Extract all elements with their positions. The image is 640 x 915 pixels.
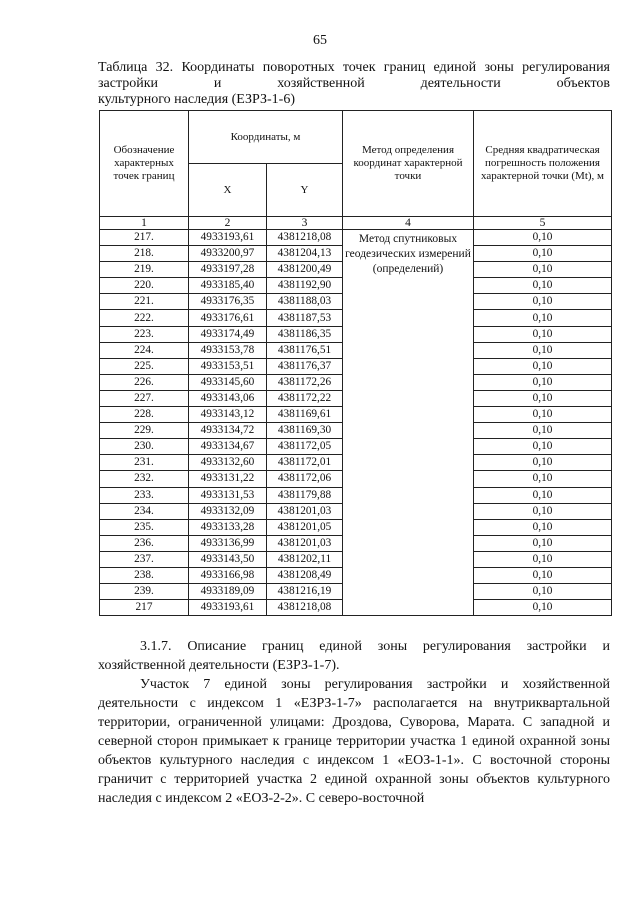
table-body <box>100 230 612 616</box>
column-numbers-row <box>100 217 612 230</box>
header-point: Обозначение характерных точек границ <box>100 111 189 217</box>
col-number: 1 <box>100 217 189 230</box>
point-id-cell: 237. <box>100 551 189 567</box>
y-coordinate-cell: 4381176,37 <box>267 358 343 374</box>
point-id-cell: 239. <box>100 584 189 600</box>
point-id-cell: 226. <box>100 374 189 390</box>
y-coordinate-cell: 4381204,13 <box>267 246 343 262</box>
y-coordinate-cell: 4381188,03 <box>267 294 343 310</box>
x-coordinate-cell: 4933185,40 <box>189 278 267 294</box>
point-id-cell: 230. <box>100 439 189 455</box>
y-coordinate-cell: 4381218,08 <box>267 230 343 246</box>
error-cell: 0,10 <box>474 439 612 455</box>
x-coordinate-cell: 4933193,61 <box>189 230 267 246</box>
y-coordinate-cell: 4381201,03 <box>267 535 343 551</box>
x-coordinate-cell: 4933189,09 <box>189 584 267 600</box>
header-y: Y <box>267 164 343 217</box>
y-coordinate-cell: 4381201,03 <box>267 503 343 519</box>
y-coordinate-cell: 4381172,06 <box>267 471 343 487</box>
table-caption-last: культурного наследия (ЕЗРЗ-1-6) <box>98 92 295 107</box>
header-coords: Координаты, м <box>189 111 343 164</box>
header-method: Метод определения координат характерной точки <box>343 111 474 217</box>
page-number: 65 <box>313 33 327 48</box>
header-x: X <box>189 164 267 217</box>
error-cell: 0,10 <box>474 407 612 423</box>
x-coordinate-cell: 4933153,51 <box>189 358 267 374</box>
table-caption <box>98 60 610 108</box>
header-error: Средняя квадратическая погрешность положения характерной точки (Mt), м <box>474 111 612 217</box>
error-cell: 0,10 <box>474 584 612 600</box>
x-coordinate-cell: 4933132,09 <box>189 503 267 519</box>
method-cell: Метод спутниковых геодезических измерений (определений) <box>343 230 474 616</box>
point-id-cell: 224. <box>100 342 189 358</box>
y-coordinate-cell: 4381216,19 <box>267 584 343 600</box>
y-coordinate-cell: 4381169,61 <box>267 407 343 423</box>
error-cell: 0,10 <box>474 487 612 503</box>
point-id-cell: 217 <box>100 600 189 616</box>
y-coordinate-cell: 4381201,05 <box>267 519 343 535</box>
x-coordinate-cell: 4933131,22 <box>189 471 267 487</box>
error-cell: 0,10 <box>474 358 612 374</box>
error-cell: 0,10 <box>474 294 612 310</box>
x-coordinate-cell: 4933143,06 <box>189 390 267 406</box>
x-coordinate-cell: 4933134,67 <box>189 439 267 455</box>
x-coordinate-cell: 4933134,72 <box>189 423 267 439</box>
x-coordinate-cell: 4933200,97 <box>189 246 267 262</box>
point-id-cell: 219. <box>100 262 189 278</box>
point-id-cell: 218. <box>100 246 189 262</box>
coordinates-table <box>99 110 612 616</box>
error-cell: 0,10 <box>474 519 612 535</box>
x-coordinate-cell: 4933193,61 <box>189 600 267 616</box>
y-coordinate-cell: 4381200,49 <box>267 262 343 278</box>
point-id-cell: 217. <box>100 230 189 246</box>
point-id-cell: 233. <box>100 487 189 503</box>
y-coordinate-cell: 4381172,01 <box>267 455 343 471</box>
error-cell: 0,10 <box>474 278 612 294</box>
point-id-cell: 231. <box>100 455 189 471</box>
error-cell: 0,10 <box>474 342 612 358</box>
col-number: 5 <box>474 217 612 230</box>
point-id-cell: 222. <box>100 310 189 326</box>
error-cell: 0,10 <box>474 230 612 246</box>
x-coordinate-cell: 4933174,49 <box>189 326 267 342</box>
error-cell: 0,10 <box>474 471 612 487</box>
point-id-cell: 225. <box>100 358 189 374</box>
error-cell: 0,10 <box>474 551 612 567</box>
x-coordinate-cell: 4933176,61 <box>189 310 267 326</box>
y-coordinate-cell: 4381186,35 <box>267 326 343 342</box>
table-caption-main: Таблица 32. Координаты поворотных точек границ единой зоны регулирования застройки и хозяйственной деятельности объектов <box>98 60 610 91</box>
point-id-cell: 235. <box>100 519 189 535</box>
point-id-cell: 220. <box>100 278 189 294</box>
y-coordinate-cell: 4381218,08 <box>267 600 343 616</box>
y-coordinate-cell: 4381187,53 <box>267 310 343 326</box>
y-coordinate-cell: 4381208,49 <box>267 567 343 583</box>
x-coordinate-cell: 4933166,98 <box>189 567 267 583</box>
point-id-cell: 227. <box>100 390 189 406</box>
x-coordinate-cell: 4933197,28 <box>189 262 267 278</box>
col-number: 3 <box>267 217 343 230</box>
y-coordinate-cell: 4381172,26 <box>267 374 343 390</box>
y-coordinate-cell: 4381169,30 <box>267 423 343 439</box>
col-number: 2 <box>189 217 267 230</box>
error-cell: 0,10 <box>474 390 612 406</box>
y-coordinate-cell: 4381176,51 <box>267 342 343 358</box>
error-cell: 0,10 <box>474 600 612 616</box>
y-coordinate-cell: 4381172,22 <box>267 390 343 406</box>
y-coordinate-cell: 4381192,90 <box>267 278 343 294</box>
error-cell: 0,10 <box>474 503 612 519</box>
x-coordinate-cell: 4933143,12 <box>189 407 267 423</box>
point-id-cell: 236. <box>100 535 189 551</box>
table-row <box>100 230 612 246</box>
error-cell: 0,10 <box>474 567 612 583</box>
col-number: 4 <box>343 217 474 230</box>
x-coordinate-cell: 4933176,35 <box>189 294 267 310</box>
error-cell: 0,10 <box>474 374 612 390</box>
point-id-cell: 223. <box>100 326 189 342</box>
x-coordinate-cell: 4933136,99 <box>189 535 267 551</box>
x-coordinate-cell: 4933133,28 <box>189 519 267 535</box>
error-cell: 0,10 <box>474 262 612 278</box>
error-cell: 0,10 <box>474 246 612 262</box>
x-coordinate-cell: 4933153,78 <box>189 342 267 358</box>
error-cell: 0,10 <box>474 326 612 342</box>
error-cell: 0,10 <box>474 310 612 326</box>
y-coordinate-cell: 4381172,05 <box>267 439 343 455</box>
point-id-cell: 221. <box>100 294 189 310</box>
error-cell: 0,10 <box>474 535 612 551</box>
point-id-cell: 232. <box>100 471 189 487</box>
point-id-cell: 228. <box>100 407 189 423</box>
y-coordinate-cell: 4381202,11 <box>267 551 343 567</box>
section-heading: 3.1.7. Описание границ единой зоны регулирования застройки и хозяйственной деятельности (ЕЗРЗ-1-7). <box>98 639 610 673</box>
x-coordinate-cell: 4933143,50 <box>189 551 267 567</box>
x-coordinate-cell: 4933131,53 <box>189 487 267 503</box>
section-paragraph: Участок 7 единой зоны регулирования застройки и хозяйственной деятельности с индексом 1 «ЕЗРЗ-1-7» располагается на внутриквартальной территории, ограниченной улицами: Дроздова, Суворова, Марата. С западной и северной сторон примыкает к границе территории участка 1 единой охранной зоны объектов культурного наследия с индексом 1 «ЕОЗ-1-1». С восточной стороны граничит с территорией участка 2 единой охранной зоны объектов культурного наследия с индексом 2 «ЕОЗ-2-2». С северо-восточной <box>98 677 610 806</box>
point-id-cell: 238. <box>100 567 189 583</box>
error-cell: 0,10 <box>474 423 612 439</box>
point-id-cell: 229. <box>100 423 189 439</box>
y-coordinate-cell: 4381179,88 <box>267 487 343 503</box>
x-coordinate-cell: 4933132,60 <box>189 455 267 471</box>
error-cell: 0,10 <box>474 455 612 471</box>
x-coordinate-cell: 4933145,60 <box>189 374 267 390</box>
point-id-cell: 234. <box>100 503 189 519</box>
